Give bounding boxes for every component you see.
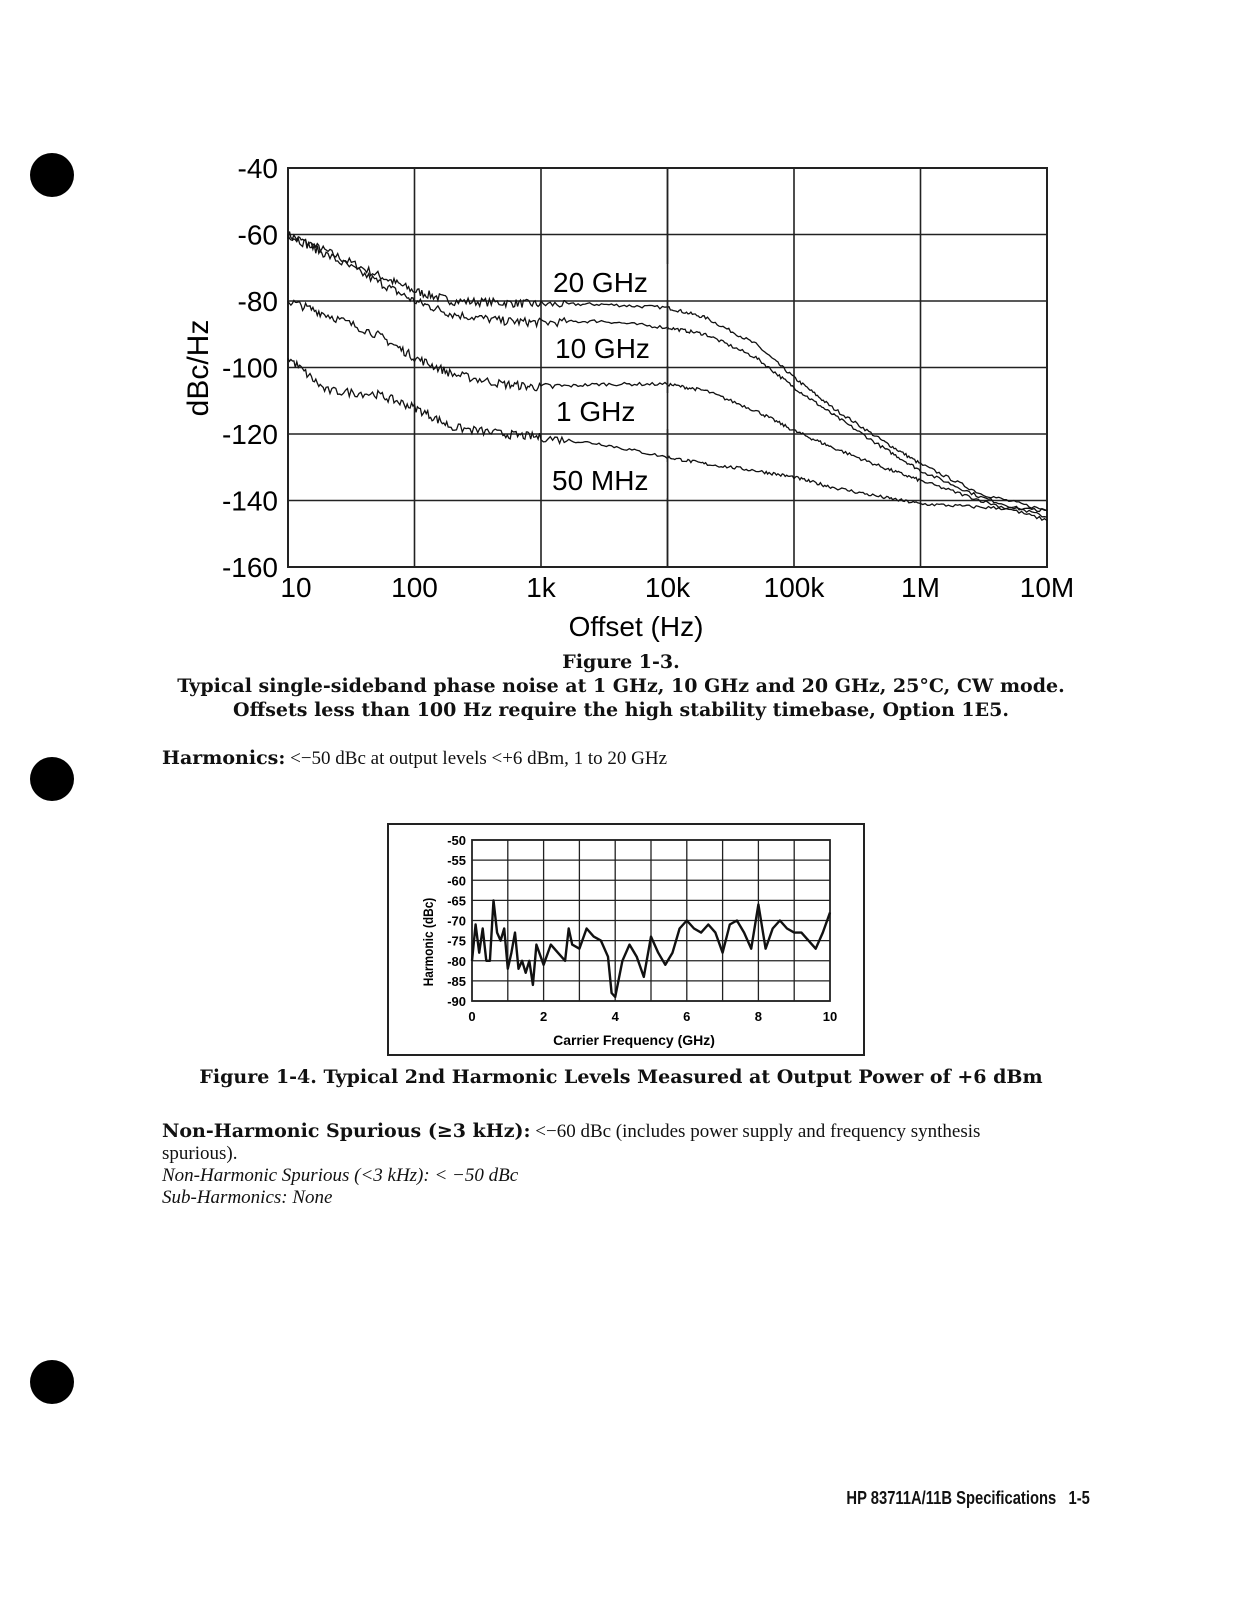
harmonic-x-tick-label: 6: [683, 1009, 691, 1024]
y-tick-label: -100: [221, 352, 278, 384]
y-tick-label: -40: [237, 153, 278, 184]
harmonic-y-axis-label: Harmonic (dBc): [420, 897, 437, 987]
x-axis-label: Offset (Hz): [568, 611, 704, 642]
spurious-label: Non-Harmonic Spurious (≥3 kHz):: [162, 1120, 531, 1142]
harmonic-x-tick-label: 10: [822, 1009, 838, 1024]
x-tick-label: 100k: [763, 572, 825, 603]
spurious-value: <−60 dBc (includes power supply and frequency synthesis: [530, 1121, 981, 1142]
figure-1-3-caption-line1: Typical single-sideband phase noise at 1 GHz, 10 GHz and 20 GHz, 25°C, CW mode.: [177, 675, 1065, 697]
harmonic-y-tick-label: -80: [447, 953, 466, 969]
x-tick-label: 10M: [1019, 572, 1075, 603]
binder-hole-bottom: [30, 1360, 74, 1404]
harmonic-y-tick-label: -70: [447, 913, 466, 929]
y-tick-label: -140: [221, 485, 278, 517]
harmonics-value: <−50 dBc at output levels <+6 dBm, 1 to 20 GHz: [285, 748, 668, 769]
harmonic-y-tick-label: -85: [447, 973, 466, 989]
x-tick-label: 1M: [901, 572, 940, 603]
footer-title: HP 83711A/11B Specifications: [846, 1488, 1057, 1508]
harmonic-x-tick-label: 0: [468, 1009, 476, 1024]
y-tick-label: -120: [221, 419, 278, 450]
series-label: 50 MHz: [552, 465, 649, 496]
harmonic-x-tick-label: 8: [754, 1009, 763, 1024]
y-tick-label: -160: [221, 552, 278, 583]
series-label: 1 GHz: [556, 396, 636, 427]
y-axis-label: dBc/Hz: [182, 319, 215, 417]
harmonic-y-tick-label: -90: [447, 994, 466, 1009]
sub-harmonics: Sub-Harmonics: None: [162, 1187, 333, 1208]
harmonic-y-tick-label: -65: [447, 893, 466, 909]
harmonic-y-tick-label: -50: [447, 833, 466, 848]
figure-1-3-title: Figure 1-3.: [562, 651, 680, 673]
x-tick-label: 100: [391, 572, 438, 603]
harmonic-y-tick-label: -60: [447, 873, 466, 889]
spurious-low-offset: Non-Harmonic Spurious (<3 kHz): < −50 dBc: [162, 1165, 519, 1186]
spurious-value-cont: spurious).: [162, 1143, 238, 1164]
harmonic-x-axis-label: Carrier Frequency (GHz): [553, 1032, 715, 1048]
harmonic-x-tick-label: 2: [539, 1009, 548, 1024]
y-tick-label: -60: [237, 219, 278, 251]
y-tick-label: -80: [237, 286, 278, 317]
page-footer: [847, 1488, 1090, 1509]
harmonics-label: Harmonics:: [162, 747, 286, 769]
harmonic-y-tick-label: -75: [447, 933, 466, 949]
page-number: 1-5: [1068, 1488, 1090, 1508]
harmonic-y-tick-label: -55: [447, 853, 466, 869]
x-tick-label: 10k: [644, 572, 691, 603]
series-label: 20 GHz: [553, 267, 648, 298]
series-label: 10 GHz: [555, 333, 650, 364]
harmonic-x-tick-label: 4: [611, 1009, 619, 1024]
x-tick-label: 10: [280, 572, 312, 603]
figure-1-4-caption: Figure 1-4. Typical 2nd Harmonic Levels Measured at Output Power of +6 dBm: [199, 1066, 1043, 1088]
x-tick-label: 1k: [526, 572, 556, 603]
figure-1-3-caption-line2: Offsets less than 100 Hz require the high stability timebase, Option 1E5.: [233, 699, 1009, 721]
spurious-spec: [162, 1120, 1102, 1209]
